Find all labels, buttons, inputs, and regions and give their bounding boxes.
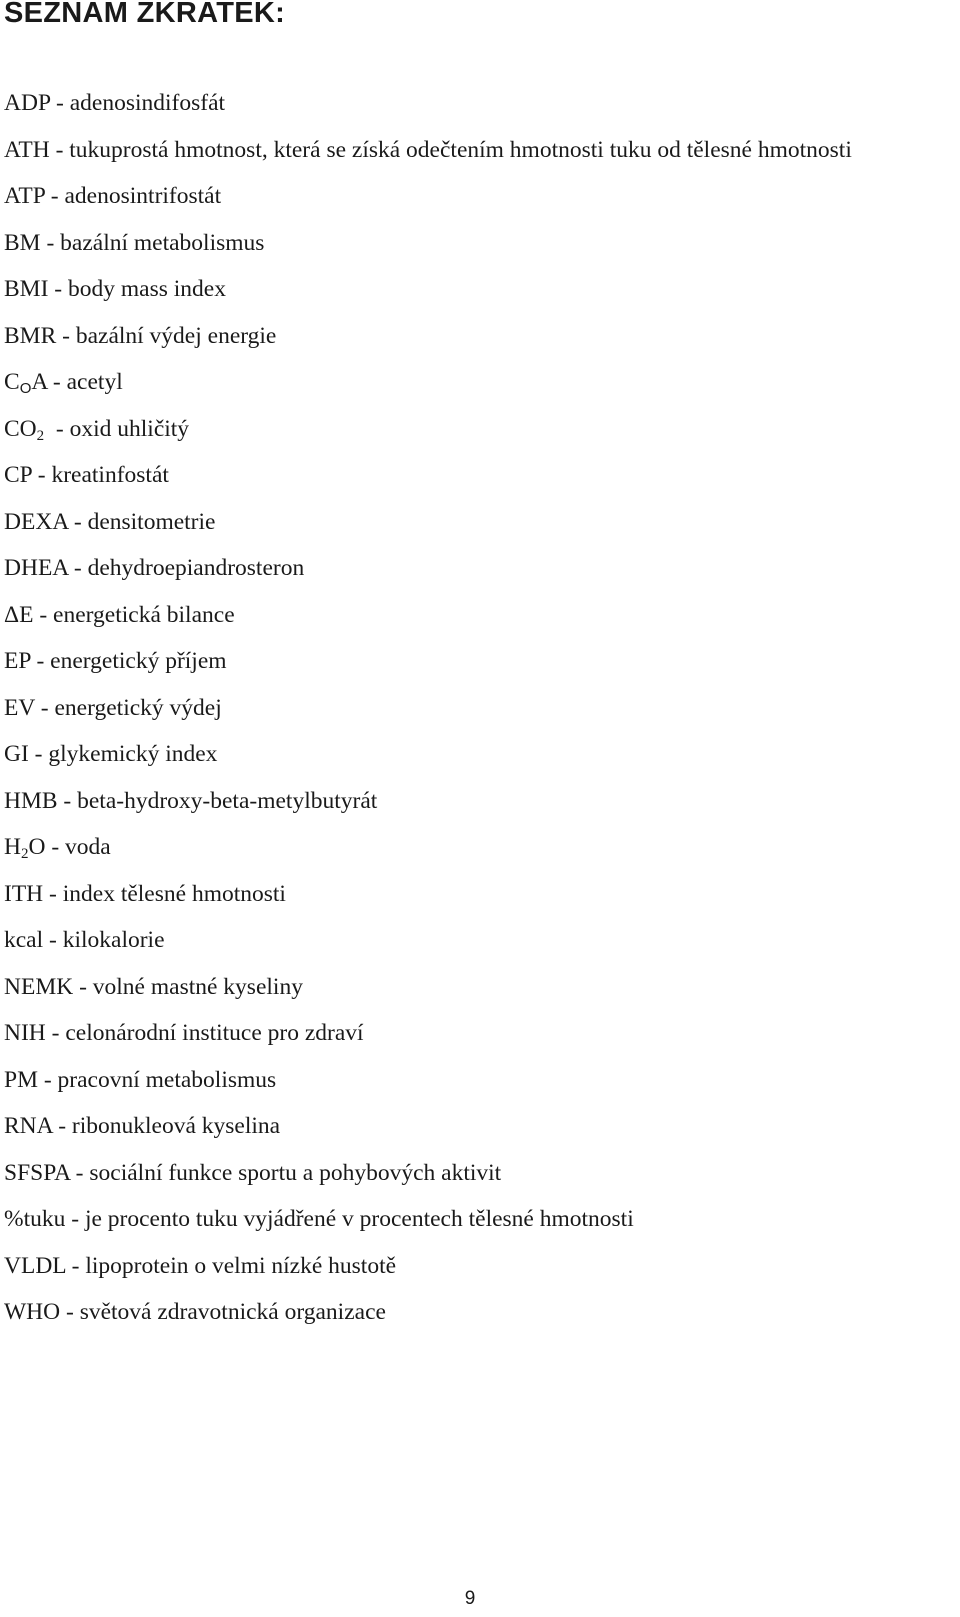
abbreviation: ATH [4, 136, 50, 163]
separator: - [67, 508, 88, 535]
abbreviation-subscript: 2 [20, 846, 29, 862]
abbreviation: PM [4, 1066, 38, 1093]
separator: - [50, 415, 70, 442]
list-item-who [4, 1289, 936, 1336]
definition: energetický příjem [50, 648, 227, 674]
abbreviation: ITH [4, 880, 44, 907]
separator: - [48, 276, 68, 302]
separator: - [73, 973, 93, 1000]
definition: glykemický index [48, 741, 218, 767]
definition: index tělesné hmotnosti [62, 880, 286, 907]
separator: - [37, 1066, 58, 1093]
list-item-coa [4, 359, 936, 406]
abbreviation-main: C [4, 369, 20, 395]
abbreviation-list [4, 80, 936, 1336]
separator: - [69, 1159, 90, 1186]
separator: - [45, 834, 66, 860]
abbreviation: SFSPA [4, 1159, 70, 1186]
list-item-rna [4, 1103, 936, 1150]
list-item-adp [4, 80, 936, 127]
abbreviation: VLDL [4, 1252, 66, 1279]
list-item-delta-e [4, 592, 936, 639]
separator: - [67, 555, 88, 581]
abbreviation: DEXA [4, 508, 68, 535]
abbreviation [4, 369, 47, 395]
separator: - [65, 1252, 86, 1279]
separator: - [49, 136, 70, 163]
list-item-bm [4, 220, 936, 267]
list-item-ev [4, 685, 936, 732]
separator: - [47, 369, 67, 395]
list-item-hmb [4, 778, 936, 825]
definition: kilokalorie [62, 927, 165, 953]
abbreviation: ADP [4, 90, 51, 116]
separator: - [40, 229, 61, 256]
abbreviation: %tuku [4, 1206, 66, 1232]
separator: - [43, 927, 63, 953]
list-item-dexa [4, 499, 936, 546]
list-item-ath [4, 127, 936, 174]
separator: - [52, 1113, 72, 1139]
abbreviation-subscript: 2 [36, 427, 45, 444]
definition: bazální metabolismus [60, 229, 265, 256]
separator: - [45, 1020, 66, 1046]
separator: - [43, 880, 63, 907]
list-item-nih [4, 1010, 936, 1057]
abbreviation: kcal [4, 927, 44, 953]
definition: oxid uhličitý [69, 415, 190, 442]
definition: adenosintrifostát [64, 183, 222, 209]
list-item-kcal [4, 917, 936, 964]
list-item-h2o [4, 824, 936, 871]
list-item-sfspa [4, 1150, 936, 1197]
separator: - [33, 601, 54, 628]
definition: adenosindifosfát [69, 90, 226, 116]
definition: lipoprotein o velmi nízké hustotě [85, 1252, 397, 1279]
abbreviation: ΔE [4, 601, 34, 628]
list-item-vldl [4, 1243, 936, 1290]
definition: beta-hydroxy-beta-metylbutyrát [77, 787, 378, 814]
separator: - [60, 1299, 80, 1325]
separator: - [50, 90, 70, 116]
definition: bazální výdej energie [75, 322, 277, 349]
abbreviation: WHO [4, 1299, 61, 1325]
list-item-atp [4, 173, 936, 220]
list-item-dhea [4, 545, 936, 592]
abbreviation [4, 416, 44, 442]
abbreviation: DHEA [4, 555, 68, 581]
separator: - [44, 183, 65, 209]
abbreviation: GI [4, 741, 29, 767]
definition: sociální funkce sportu a pohybových aktivit [89, 1159, 502, 1186]
definition: voda [65, 834, 111, 860]
separator: - [65, 1206, 85, 1232]
list-item-co2 [4, 406, 936, 453]
definition: volné mastné kyseliny [92, 973, 303, 1000]
separator: - [56, 322, 76, 349]
definition: dehydroepiandrosteron [87, 555, 305, 581]
list-item-ep [4, 638, 936, 685]
page-title: SEZNAM ZKRATEK: [4, 0, 286, 29]
abbreviation-main: CO [4, 415, 37, 442]
abbreviation-subscript: O [19, 380, 32, 397]
abbreviation: NEMK [4, 973, 74, 1000]
separator: - [31, 462, 52, 488]
separator: - [28, 741, 49, 767]
definition: kreatinfostát [51, 462, 169, 488]
definition: energetická bilance [53, 601, 235, 628]
definition: ribonukleová kyselina [71, 1113, 281, 1139]
list-item-bmr [4, 313, 936, 360]
list-item-pm [4, 1057, 936, 1104]
definition: pracovní metabolismus [57, 1066, 277, 1093]
definition: body mass index [67, 276, 226, 302]
abbreviation: ATP [4, 183, 45, 209]
list-item-bmi [4, 266, 936, 313]
definition: celonárodní instituce pro zdraví [65, 1020, 364, 1046]
list-item-ith [4, 871, 936, 918]
abbreviation: BM [4, 229, 41, 256]
definition: energetický výdej [54, 694, 222, 721]
definition: je procento tuku vyjádřené v procentech tělesné hmotnosti [84, 1206, 634, 1232]
abbreviation: CP [4, 462, 32, 488]
abbreviation [4, 834, 45, 860]
abbreviation: BMI [4, 276, 49, 302]
definition: tukuprostá hmotnost, která se získá odečtením hmotnosti tuku od tělesné hmotnosti [69, 136, 852, 163]
abbreviation: HMB [4, 787, 58, 814]
list-item-tuku [4, 1196, 936, 1243]
abbreviation-tail: O [28, 834, 46, 860]
definition: densitometrie [87, 508, 216, 535]
definition: acetyl [66, 369, 123, 395]
separator: - [34, 694, 55, 721]
abbreviation-main: H [4, 834, 21, 860]
abbreviation: BMR [4, 322, 57, 349]
list-item-nemk [4, 964, 936, 1011]
abbreviation: EP [4, 648, 31, 674]
list-item-gi [4, 731, 936, 778]
list-item-cp [4, 452, 936, 499]
abbreviation: EV [4, 694, 35, 721]
separator: - [57, 787, 78, 814]
abbreviation-tail: A [31, 369, 48, 395]
definition: světová zdravotnická organizace [79, 1299, 386, 1325]
page-number: 9 [464, 1588, 476, 1609]
abbreviation: NIH [4, 1020, 46, 1046]
separator: - [30, 648, 51, 674]
abbreviation: RNA [4, 1113, 53, 1139]
